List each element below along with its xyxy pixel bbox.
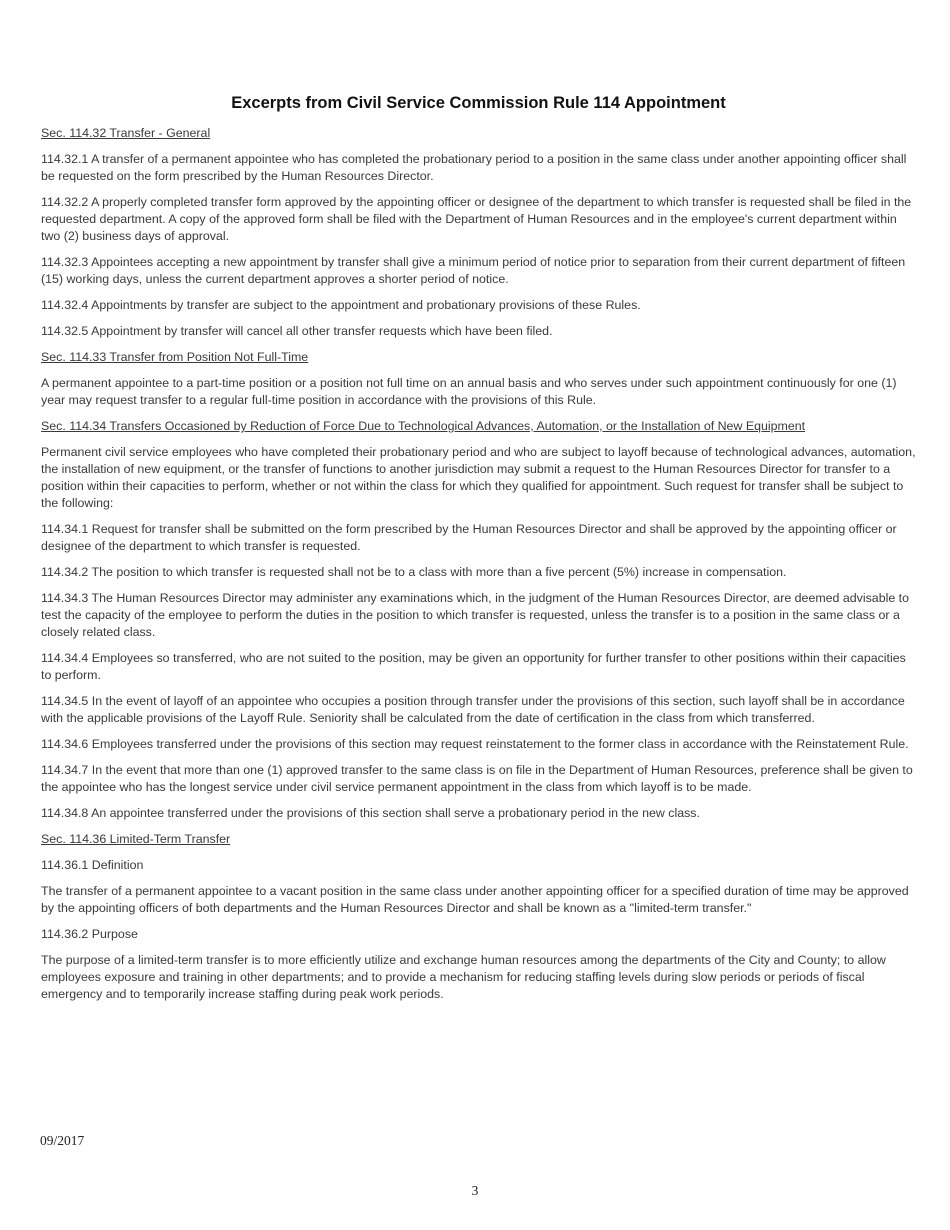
- paragraph: 114.34.1 Request for transfer shall be submitted on the form prescribed by the Human Resources Director and shall be approved by the appointing officer or designee of the department to which transfer is requested.: [41, 522, 897, 553]
- section-heading: Sec. 114.34 Transfers Occasioned by Reduction of Force Due to Technological Advances, Automation, or the Installation of New Equipment: [41, 419, 806, 433]
- paragraph: The purpose of a limited-term transfer is to more efficiently utilize and exchange human resources among the departments of the City and County; to allow employees exposure and training in other departments; and to provide a mechanism for reducing staffing levels during slow periods or periods of fiscal emergency and to temporarily increase staffing during peak work periods.: [41, 953, 886, 1001]
- section-heading: Sec. 114.36 Limited-Term Transfer: [41, 832, 231, 846]
- paragraph: 114.34.4 Employees so transferred, who are not suited to the position, may be given an opportunity for further transfer to other positions within their capacities to perform.: [41, 651, 906, 682]
- document-title: Excerpts from Civil Service Commission Rule 114 Appointment: [231, 94, 726, 112]
- document-page: [41, 92, 916, 1012]
- section-heading: Sec. 114.33 Transfer from Position Not Full-Time: [41, 350, 309, 364]
- section-heading: Sec. 114.32 Transfer - General: [41, 126, 211, 140]
- page-number: 3: [471, 1183, 479, 1198]
- paragraph: The transfer of a permanent appointee to a vacant position in the same class under another appointing officer for a specified duration of time may be approved by the appointing officers of both departments and the Human Resources Director and shall be known as a "limited-term transfer.": [41, 884, 909, 915]
- paragraph: 114.32.5 Appointment by transfer will cancel all other transfer requests which have been filed.: [41, 324, 553, 338]
- paragraph: 114.32.2 A properly completed transfer form approved by the appointing officer or designee of the department to which transfer is requested shall be filed in the requested department. A copy of the approved form shall be filed with the Department of Human Resources and in the employee's current department within two (2) business days of approval.: [41, 195, 912, 243]
- section-114-32: [41, 125, 916, 340]
- paragraph: 114.34.8 An appointee transferred under the provisions of this section shall serve a probationary period in the new class.: [41, 806, 700, 820]
- paragraph: 114.32.1 A transfer of a permanent appointee who has completed the probationary period to a position in the same class under another appointing officer shall be requested on the form prescribed by the Human Resources Director.: [41, 152, 907, 183]
- paragraph: 114.34.3 The Human Resources Director may administer any examinations which, in the judgment of the Human Resources Director, are deemed advisable to test the capacity of the employee to perform the duties in the position to which transfer is requested, unless the transfer is to a position in the same class or a closely related class.: [41, 591, 910, 639]
- paragraph: 114.34.6 Employees transferred under the provisions of this section may request reinstatement to the former class in accordance with the Reinstatement Rule.: [41, 737, 909, 751]
- paragraph: 114.32.4 Appointments by transfer are subject to the appointment and probationary provisions of these Rules.: [41, 298, 641, 312]
- paragraph: A permanent appointee to a part-time position or a position not full time on an annual basis and who serves under such appointment continuously for one (1) year may request transfer to a regular full-time position in accordance with the provisions of this Rule.: [41, 376, 897, 407]
- subsection-title: 114.36.1 Definition: [41, 858, 144, 872]
- paragraph: 114.34.7 In the event that more than one (1) approved transfer to the same class is on file in the Department of Human Resources, preference shall be given to the appointee who has the longest service under civil service permanent appointment in the class from which layoff is to be made.: [41, 763, 913, 794]
- paragraph: 114.34.2 The position to which transfer is requested shall not be to a class with more than a five percent (5%) increase in compensation.: [41, 565, 787, 579]
- paragraph: Permanent civil service employees who have completed their probationary period and who are subject to layoff because of technological advances, automation, the installation of new equipment, or the transfer of functions to another jurisdiction may submit a request to the Human Resources Director for transfer to a position within their capacities to perform, whether or not within the class for which they qualified for appointment. Such request for transfer shall be subject to the following:: [41, 445, 916, 510]
- paragraph: 114.32.3 Appointees accepting a new appointment by transfer shall give a minimum period of notice prior to separation from their current department of fifteen (15) working days, unless the current department approves a shorter period of notice.: [41, 255, 906, 286]
- section-114-36: [41, 831, 916, 1003]
- footer-date: 09/2017: [40, 1133, 85, 1148]
- section-114-33: [41, 349, 916, 409]
- section-114-34: [41, 418, 916, 822]
- subsection-title: 114.36.2 Purpose: [41, 927, 138, 941]
- paragraph: 114.34.5 In the event of layoff of an appointee who occupies a position through transfer under the provisions of this section, such layoff shall be in accordance with the applicable provisions of the Layoff Rule. Seniority shall be calculated from the date of certification in the class from which transferred.: [41, 694, 905, 725]
